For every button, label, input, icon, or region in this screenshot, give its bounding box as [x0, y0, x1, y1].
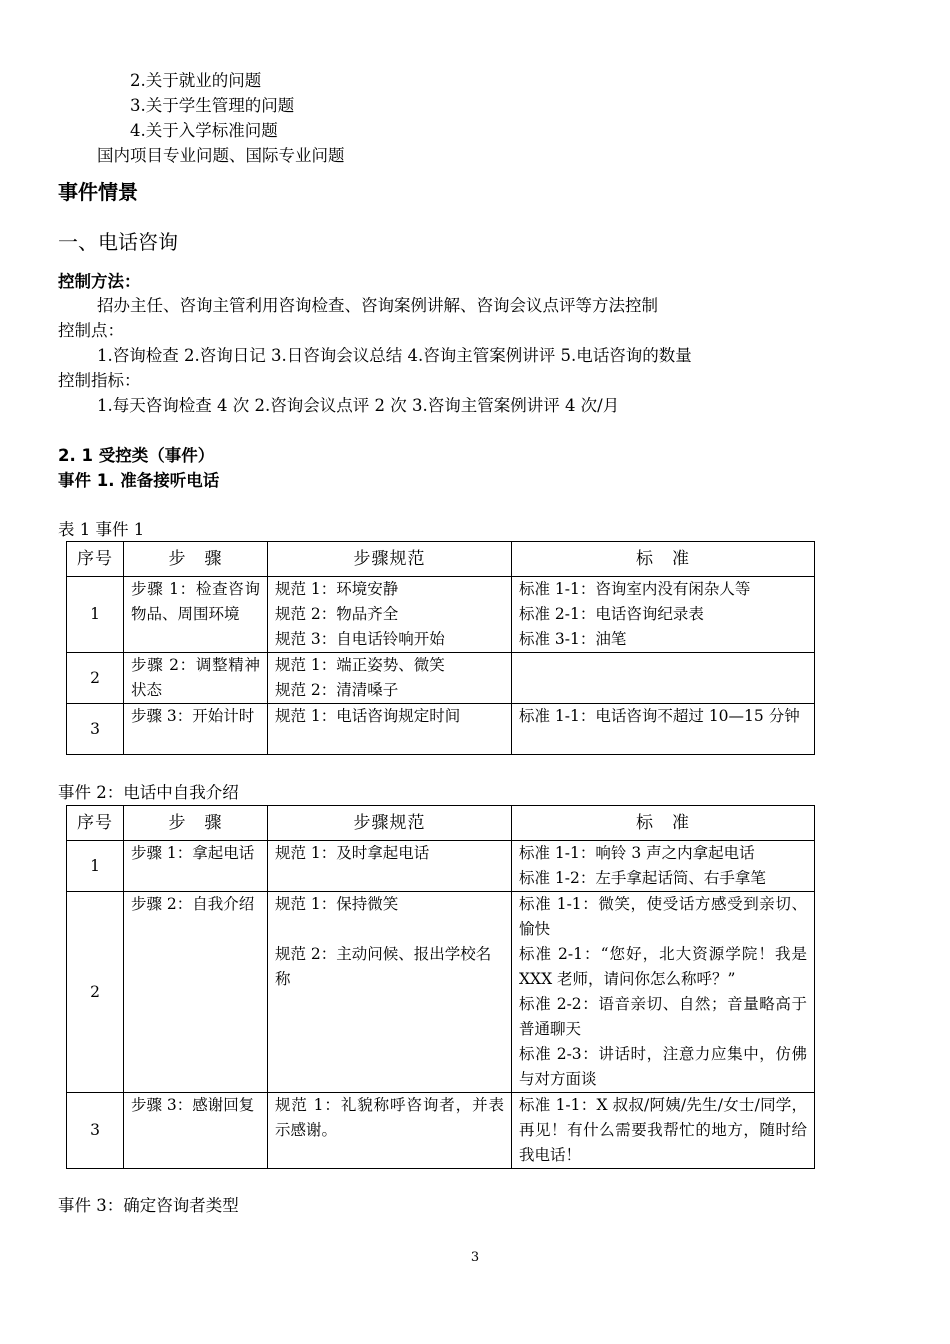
row-standards	[512, 892, 815, 1093]
intro-item-4: 4.关于入学标准问题	[130, 121, 278, 140]
row-standards	[512, 1093, 815, 1169]
header-num: 序号	[67, 542, 124, 577]
row-num: 2	[67, 653, 124, 704]
table-row	[67, 841, 815, 892]
header-spec: 步骤规范	[268, 806, 512, 841]
row-standards	[512, 841, 815, 892]
heading-scene: 事件情景	[58, 180, 138, 204]
page-number: 3	[470, 1250, 480, 1265]
table-event2	[66, 805, 815, 1169]
row-specs	[268, 577, 512, 653]
control-points-label: 控制点：	[58, 321, 124, 340]
control-method-label: 控制方法：	[58, 272, 141, 291]
standard-line: 标准 1-1：X 叔叔/阿姨/先生/女士/同学，再见！有什么需要我帮忙的地方，随时给我电话！	[519, 1096, 807, 1164]
row-specs	[268, 704, 512, 755]
row-specs	[268, 653, 512, 704]
table1-caption: 表 1 事件 1	[58, 520, 145, 539]
spec-line: 规范 1：礼貌称呼咨询者，并表示感谢。	[275, 1096, 504, 1139]
control-indicators-label: 控制指标：	[58, 371, 141, 390]
table-event1	[66, 541, 815, 755]
table-header-row	[67, 542, 815, 577]
intro-line: 国内项目专业问题、国际专业问题	[97, 146, 345, 165]
header-standard: 标 准	[512, 806, 815, 841]
control-method-text: 招办主任、咨询主管利用咨询检查、咨询案例讲解、咨询会议点评等方法控制	[97, 296, 658, 315]
row-num: 1	[67, 577, 124, 653]
standard-line: 标准 1-1：咨询室内没有闲杂人等	[519, 580, 751, 598]
row-step: 步骤 2：调整精神状态	[124, 653, 268, 704]
table-row	[67, 653, 815, 704]
header-standard: 标 准	[512, 542, 815, 577]
event3-title: 事件 3：确定咨询者类型	[58, 1196, 239, 1215]
table-row	[67, 704, 815, 755]
event2-title: 事件 2：电话中自我介绍	[58, 783, 239, 802]
row-num: 1	[67, 841, 124, 892]
table-header-row	[67, 806, 815, 841]
spec-line: 规范 2：主动问候、报出学校名称	[275, 945, 492, 988]
row-standards	[512, 577, 815, 653]
table-row	[67, 577, 815, 653]
intro-item-3: 3.关于学生管理的问题	[130, 96, 295, 115]
standard-line: 标准 2-1：“您好，北大资源学院！我是 XXX 老师，请问你怎么称呼？”	[519, 945, 807, 988]
row-specs	[268, 892, 512, 1093]
header-step: 步 骤	[124, 542, 268, 577]
standard-line: 标准 2-3：讲话时，注意力应集中，仿佛与对方面谈	[519, 1045, 807, 1088]
header-num: 序号	[67, 806, 124, 841]
row-step: 步骤 1：拿起电话	[124, 841, 268, 892]
control-indicators-text: 1.每天咨询检查 4 次 2.咨询会议点评 2 次 3.咨询主管案例讲评 4 次/月	[97, 396, 620, 415]
row-num: 3	[67, 704, 124, 755]
heading-phone: 一、电话咨询	[58, 230, 178, 254]
spec-line: 规范 1：环境安静	[275, 580, 399, 598]
row-num: 3	[67, 1093, 124, 1169]
row-step: 步骤 1：检查咨询物品、周围环境	[124, 577, 268, 653]
table-row	[67, 892, 815, 1093]
spec-line: 规范 1：保持微笑	[275, 895, 399, 913]
row-step: 步骤 3：开始计时	[124, 704, 268, 755]
row-step: 步骤 3：感谢回复	[124, 1093, 268, 1169]
spec-line: 规范 1：端正姿势、微笑	[275, 656, 445, 674]
standard-line: 标准 2-2：语音亲切、自然；音量略高于普通聊天	[519, 995, 807, 1038]
standard-line: 标准 1-2：左手拿起话筒、右手拿笔	[519, 869, 766, 887]
spec-line: 规范 1：及时拿起电话	[275, 844, 430, 862]
standard-line: 标准 3-1：油笔	[519, 630, 627, 648]
row-specs	[268, 841, 512, 892]
spec-line: 规范 2：清清嗓子	[275, 681, 399, 699]
section-title: 2. 1 受控类（事件）	[58, 446, 215, 465]
standard-line: 标准 1-1：微笑，使受话方感受到亲切、愉快	[519, 895, 807, 938]
standard-line: 标准 1-1：电话咨询不超过 10—15 分钟	[519, 707, 800, 725]
spec-line: 规范 2：物品齐全	[275, 605, 399, 623]
standard-line: 标准 2-1：电话咨询纪录表	[519, 605, 704, 623]
row-standards	[512, 653, 815, 704]
standard-line: 标准 1-1：响铃 3 声之内拿起电话	[519, 844, 755, 862]
table-row	[67, 1093, 815, 1169]
spec-line: 规范 1：电话咨询规定时间	[275, 707, 461, 725]
intro-item-2: 2.关于就业的问题	[130, 71, 262, 90]
row-num: 2	[67, 892, 124, 1093]
event1-title: 事件 1. 准备接听电话	[58, 471, 220, 490]
row-standards	[512, 704, 815, 755]
header-step: 步 骤	[124, 806, 268, 841]
control-points-text: 1.咨询检查 2.咨询日记 3.日咨询会议总结 4.咨询主管案例讲评 5.电话咨询的数量	[97, 346, 692, 365]
row-specs	[268, 1093, 512, 1169]
header-spec: 步骤规范	[268, 542, 512, 577]
row-step: 步骤 2：自我介绍	[124, 892, 268, 1093]
spec-line: 规范 3：自电话铃响开始	[275, 630, 445, 648]
